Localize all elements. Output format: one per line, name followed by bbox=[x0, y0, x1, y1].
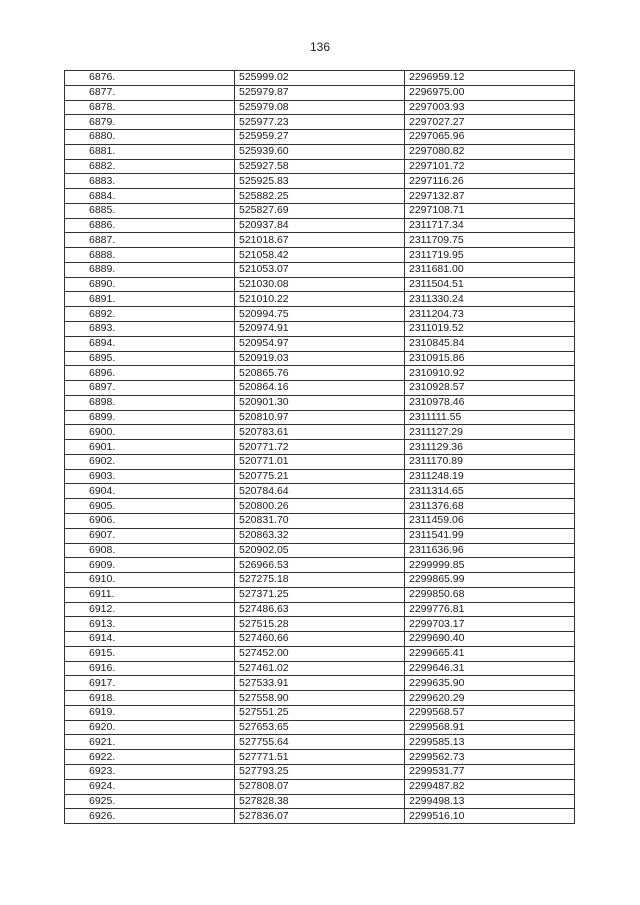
table-row bbox=[65, 351, 575, 366]
x-coordinate-cell: 525959.27 bbox=[235, 130, 405, 145]
x-coordinate-cell: 520954.97 bbox=[235, 336, 405, 351]
y-coordinate-cell: 2311127.29 bbox=[405, 425, 575, 440]
x-coordinate-cell: 520919.03 bbox=[235, 351, 405, 366]
y-coordinate-cell: 2299646.31 bbox=[405, 661, 575, 676]
x-coordinate-cell: 527460.66 bbox=[235, 632, 405, 647]
y-coordinate-cell: 2299585.13 bbox=[405, 735, 575, 750]
point-number-cell: 6901. bbox=[65, 440, 235, 455]
x-coordinate-cell: 527755.64 bbox=[235, 735, 405, 750]
point-number-cell: 6905. bbox=[65, 499, 235, 514]
x-coordinate-cell: 525927.58 bbox=[235, 159, 405, 174]
y-coordinate-cell: 2297027.27 bbox=[405, 115, 575, 130]
point-number-cell: 6887. bbox=[65, 233, 235, 248]
point-number-cell: 6919. bbox=[65, 705, 235, 720]
table-row bbox=[65, 661, 575, 676]
point-number-cell: 6881. bbox=[65, 144, 235, 159]
y-coordinate-cell: 2311170.89 bbox=[405, 454, 575, 469]
y-coordinate-cell: 2311504.51 bbox=[405, 277, 575, 292]
table-row bbox=[65, 705, 575, 720]
y-coordinate-cell: 2310845.84 bbox=[405, 336, 575, 351]
y-coordinate-cell: 2311459.06 bbox=[405, 513, 575, 528]
point-number-cell: 6883. bbox=[65, 174, 235, 189]
x-coordinate-cell: 527828.38 bbox=[235, 794, 405, 809]
table-row bbox=[65, 277, 575, 292]
x-coordinate-cell: 520902.05 bbox=[235, 543, 405, 558]
y-coordinate-cell: 2311111.55 bbox=[405, 410, 575, 425]
table-row bbox=[65, 262, 575, 277]
table-row bbox=[65, 248, 575, 263]
table-row bbox=[65, 543, 575, 558]
y-coordinate-cell: 2299690.40 bbox=[405, 632, 575, 647]
y-coordinate-cell: 2299999.85 bbox=[405, 558, 575, 573]
y-coordinate-cell: 2297101.72 bbox=[405, 159, 575, 174]
point-number-cell: 6891. bbox=[65, 292, 235, 307]
x-coordinate-cell: 520784.64 bbox=[235, 484, 405, 499]
x-coordinate-cell: 520775.21 bbox=[235, 469, 405, 484]
table-row bbox=[65, 573, 575, 588]
x-coordinate-cell: 527486.63 bbox=[235, 602, 405, 617]
y-coordinate-cell: 2299516.10 bbox=[405, 809, 575, 824]
x-coordinate-cell: 520994.75 bbox=[235, 307, 405, 322]
y-coordinate-cell: 2299865.99 bbox=[405, 573, 575, 588]
table-row bbox=[65, 440, 575, 455]
y-coordinate-cell: 2299776.81 bbox=[405, 602, 575, 617]
y-coordinate-cell: 2311129.36 bbox=[405, 440, 575, 455]
point-number-cell: 6902. bbox=[65, 454, 235, 469]
table-row bbox=[65, 528, 575, 543]
y-coordinate-cell: 2299562.73 bbox=[405, 750, 575, 765]
point-number-cell: 6895. bbox=[65, 351, 235, 366]
y-coordinate-cell: 2299665.41 bbox=[405, 646, 575, 661]
x-coordinate-cell: 527275.18 bbox=[235, 573, 405, 588]
x-coordinate-cell: 520771.72 bbox=[235, 440, 405, 455]
y-coordinate-cell: 2311019.52 bbox=[405, 322, 575, 337]
point-number-cell: 6893. bbox=[65, 322, 235, 337]
y-coordinate-cell: 2310915.86 bbox=[405, 351, 575, 366]
coordinates-table-body bbox=[65, 71, 575, 824]
point-number-cell: 6906. bbox=[65, 513, 235, 528]
x-coordinate-cell: 525882.25 bbox=[235, 189, 405, 204]
y-coordinate-cell: 2297132.87 bbox=[405, 189, 575, 204]
point-number-cell: 6900. bbox=[65, 425, 235, 440]
table-row bbox=[65, 100, 575, 115]
y-coordinate-cell: 2310928.57 bbox=[405, 381, 575, 396]
x-coordinate-cell: 520810.97 bbox=[235, 410, 405, 425]
x-coordinate-cell: 525939.60 bbox=[235, 144, 405, 159]
table-row bbox=[65, 617, 575, 632]
table-row bbox=[65, 499, 575, 514]
point-number-cell: 6918. bbox=[65, 691, 235, 706]
table-row bbox=[65, 794, 575, 809]
point-number-cell: 6925. bbox=[65, 794, 235, 809]
table-row bbox=[65, 632, 575, 647]
coordinates-table bbox=[64, 70, 575, 824]
table-row bbox=[65, 322, 575, 337]
point-number-cell: 6914. bbox=[65, 632, 235, 647]
point-number-cell: 6885. bbox=[65, 203, 235, 218]
x-coordinate-cell: 526966.53 bbox=[235, 558, 405, 573]
table-row bbox=[65, 646, 575, 661]
table-row bbox=[65, 602, 575, 617]
x-coordinate-cell: 520974.91 bbox=[235, 322, 405, 337]
x-coordinate-cell: 520864.16 bbox=[235, 381, 405, 396]
table-row bbox=[65, 115, 575, 130]
y-coordinate-cell: 2311681.00 bbox=[405, 262, 575, 277]
point-number-cell: 6917. bbox=[65, 676, 235, 691]
x-coordinate-cell: 527793.25 bbox=[235, 764, 405, 779]
point-number-cell: 6922. bbox=[65, 750, 235, 765]
y-coordinate-cell: 2297108.71 bbox=[405, 203, 575, 218]
y-coordinate-cell: 2297003.93 bbox=[405, 100, 575, 115]
point-number-cell: 6926. bbox=[65, 809, 235, 824]
y-coordinate-cell: 2299850.68 bbox=[405, 587, 575, 602]
point-number-cell: 6897. bbox=[65, 381, 235, 396]
point-number-cell: 6878. bbox=[65, 100, 235, 115]
table-row bbox=[65, 691, 575, 706]
point-number-cell: 6911. bbox=[65, 587, 235, 602]
y-coordinate-cell: 2299635.90 bbox=[405, 676, 575, 691]
table-row bbox=[65, 558, 575, 573]
table-row bbox=[65, 764, 575, 779]
table-row bbox=[65, 750, 575, 765]
x-coordinate-cell: 527836.07 bbox=[235, 809, 405, 824]
table-row bbox=[65, 307, 575, 322]
table-row bbox=[65, 735, 575, 750]
table-row bbox=[65, 85, 575, 100]
table-row bbox=[65, 218, 575, 233]
y-coordinate-cell: 2299568.91 bbox=[405, 720, 575, 735]
table-row bbox=[65, 513, 575, 528]
table-row bbox=[65, 484, 575, 499]
x-coordinate-cell: 521030.08 bbox=[235, 277, 405, 292]
x-coordinate-cell: 520783.61 bbox=[235, 425, 405, 440]
y-coordinate-cell: 2299498.13 bbox=[405, 794, 575, 809]
point-number-cell: 6886. bbox=[65, 218, 235, 233]
table-row bbox=[65, 720, 575, 735]
point-number-cell: 6904. bbox=[65, 484, 235, 499]
point-number-cell: 6924. bbox=[65, 779, 235, 794]
x-coordinate-cell: 521010.22 bbox=[235, 292, 405, 307]
table-row bbox=[65, 366, 575, 381]
table-row bbox=[65, 410, 575, 425]
x-coordinate-cell: 525979.08 bbox=[235, 100, 405, 115]
point-number-cell: 6876. bbox=[65, 71, 235, 86]
point-number-cell: 6877. bbox=[65, 85, 235, 100]
table-row bbox=[65, 425, 575, 440]
x-coordinate-cell: 527808.07 bbox=[235, 779, 405, 794]
y-coordinate-cell: 2311717.34 bbox=[405, 218, 575, 233]
x-coordinate-cell: 527551.25 bbox=[235, 705, 405, 720]
point-number-cell: 6894. bbox=[65, 336, 235, 351]
table-row bbox=[65, 144, 575, 159]
point-number-cell: 6907. bbox=[65, 528, 235, 543]
y-coordinate-cell: 2297116.26 bbox=[405, 174, 575, 189]
table-row bbox=[65, 189, 575, 204]
x-coordinate-cell: 527371.25 bbox=[235, 587, 405, 602]
point-number-cell: 6915. bbox=[65, 646, 235, 661]
x-coordinate-cell: 521053.07 bbox=[235, 262, 405, 277]
table-row bbox=[65, 233, 575, 248]
table-row bbox=[65, 174, 575, 189]
point-number-cell: 6923. bbox=[65, 764, 235, 779]
y-coordinate-cell: 2299487.82 bbox=[405, 779, 575, 794]
x-coordinate-cell: 520865.76 bbox=[235, 366, 405, 381]
point-number-cell: 6921. bbox=[65, 735, 235, 750]
table-row bbox=[65, 779, 575, 794]
x-coordinate-cell: 525925.83 bbox=[235, 174, 405, 189]
point-number-cell: 6882. bbox=[65, 159, 235, 174]
table-row bbox=[65, 381, 575, 396]
y-coordinate-cell: 2311541.99 bbox=[405, 528, 575, 543]
table-row bbox=[65, 676, 575, 691]
x-coordinate-cell: 521018.67 bbox=[235, 233, 405, 248]
y-coordinate-cell: 2311248.19 bbox=[405, 469, 575, 484]
y-coordinate-cell: 2297065.96 bbox=[405, 130, 575, 145]
y-coordinate-cell: 2297080.82 bbox=[405, 144, 575, 159]
x-coordinate-cell: 527771.51 bbox=[235, 750, 405, 765]
y-coordinate-cell: 2311314.65 bbox=[405, 484, 575, 499]
point-number-cell: 6903. bbox=[65, 469, 235, 484]
y-coordinate-cell: 2311376.68 bbox=[405, 499, 575, 514]
y-coordinate-cell: 2311719.95 bbox=[405, 248, 575, 263]
point-number-cell: 6909. bbox=[65, 558, 235, 573]
x-coordinate-cell: 520901.30 bbox=[235, 395, 405, 410]
y-coordinate-cell: 2299620.29 bbox=[405, 691, 575, 706]
point-number-cell: 6898. bbox=[65, 395, 235, 410]
y-coordinate-cell: 2296959.12 bbox=[405, 71, 575, 86]
point-number-cell: 6908. bbox=[65, 543, 235, 558]
x-coordinate-cell: 527653.65 bbox=[235, 720, 405, 735]
y-coordinate-cell: 2296975.00 bbox=[405, 85, 575, 100]
x-coordinate-cell: 525979.87 bbox=[235, 85, 405, 100]
table-row bbox=[65, 71, 575, 86]
point-number-cell: 6899. bbox=[65, 410, 235, 425]
x-coordinate-cell: 527558.90 bbox=[235, 691, 405, 706]
point-number-cell: 6896. bbox=[65, 366, 235, 381]
y-coordinate-cell: 2311636.96 bbox=[405, 543, 575, 558]
x-coordinate-cell: 527452.00 bbox=[235, 646, 405, 661]
x-coordinate-cell: 525999.02 bbox=[235, 71, 405, 86]
table-row bbox=[65, 395, 575, 410]
table-row bbox=[65, 454, 575, 469]
point-number-cell: 6889. bbox=[65, 262, 235, 277]
y-coordinate-cell: 2311330.24 bbox=[405, 292, 575, 307]
x-coordinate-cell: 520800.26 bbox=[235, 499, 405, 514]
table-row bbox=[65, 130, 575, 145]
point-number-cell: 6913. bbox=[65, 617, 235, 632]
x-coordinate-cell: 525827.69 bbox=[235, 203, 405, 218]
x-coordinate-cell: 520771.01 bbox=[235, 454, 405, 469]
x-coordinate-cell: 525977.23 bbox=[235, 115, 405, 130]
point-number-cell: 6880. bbox=[65, 130, 235, 145]
point-number-cell: 6890. bbox=[65, 277, 235, 292]
table-row bbox=[65, 203, 575, 218]
x-coordinate-cell: 520831.70 bbox=[235, 513, 405, 528]
table-row bbox=[65, 336, 575, 351]
page-number: 136 bbox=[309, 40, 331, 54]
table-row bbox=[65, 292, 575, 307]
x-coordinate-cell: 520937.84 bbox=[235, 218, 405, 233]
x-coordinate-cell: 527461.02 bbox=[235, 661, 405, 676]
point-number-cell: 6910. bbox=[65, 573, 235, 588]
point-number-cell: 6920. bbox=[65, 720, 235, 735]
y-coordinate-cell: 2310910.92 bbox=[405, 366, 575, 381]
y-coordinate-cell: 2299568.57 bbox=[405, 705, 575, 720]
point-number-cell: 6888. bbox=[65, 248, 235, 263]
point-number-cell: 6884. bbox=[65, 189, 235, 204]
x-coordinate-cell: 521058.42 bbox=[235, 248, 405, 263]
table-row bbox=[65, 809, 575, 824]
x-coordinate-cell: 520863.32 bbox=[235, 528, 405, 543]
point-number-cell: 6892. bbox=[65, 307, 235, 322]
table-row bbox=[65, 469, 575, 484]
y-coordinate-cell: 2311709.75 bbox=[405, 233, 575, 248]
y-coordinate-cell: 2310978.46 bbox=[405, 395, 575, 410]
y-coordinate-cell: 2299531.77 bbox=[405, 764, 575, 779]
point-number-cell: 6912. bbox=[65, 602, 235, 617]
x-coordinate-cell: 527515.28 bbox=[235, 617, 405, 632]
point-number-cell: 6916. bbox=[65, 661, 235, 676]
x-coordinate-cell: 527533.91 bbox=[235, 676, 405, 691]
y-coordinate-cell: 2299703.17 bbox=[405, 617, 575, 632]
table-row bbox=[65, 159, 575, 174]
table-row bbox=[65, 587, 575, 602]
y-coordinate-cell: 2311204.73 bbox=[405, 307, 575, 322]
point-number-cell: 6879. bbox=[65, 115, 235, 130]
